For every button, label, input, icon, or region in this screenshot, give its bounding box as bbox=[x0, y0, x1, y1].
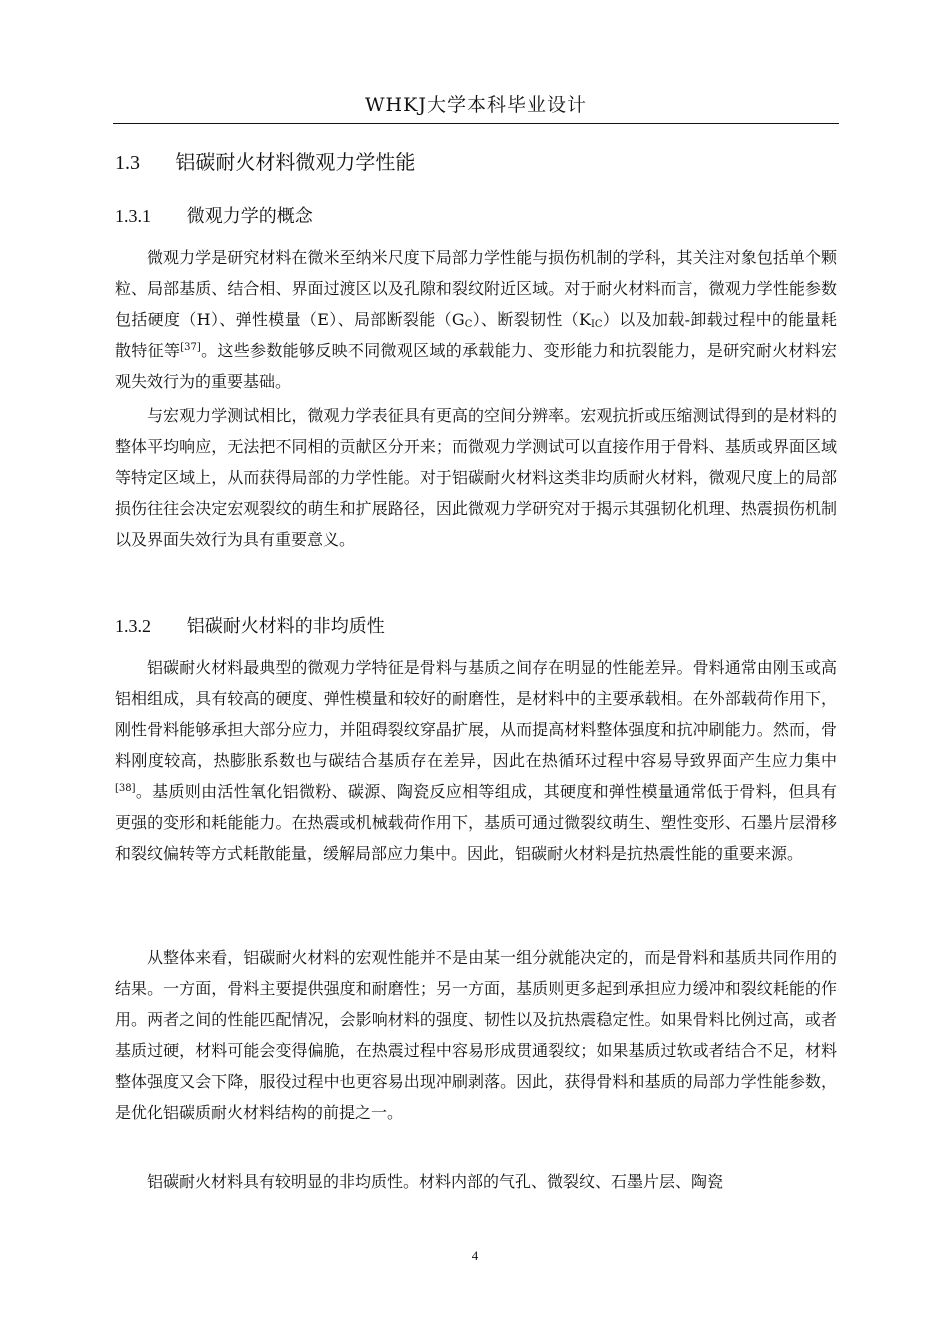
subsection-number: 1.3.2 bbox=[115, 616, 151, 636]
section-number: 1.3 bbox=[115, 152, 140, 174]
header-rule bbox=[113, 123, 839, 124]
citation: [38] bbox=[115, 783, 136, 794]
section-heading bbox=[115, 146, 415, 175]
subsection-number: 1.3.1 bbox=[115, 206, 151, 226]
paragraph: 从整体来看，铝碳耐火材料的宏观性能并不是由某一组分就能决定的，而是骨料和基质共同作用的结果。一方面，骨料主要提供强度和耐磨性；另一方面，基质则更多起到承担应力缓冲和裂纹耗能的作用。两者之间的性能匹配情况，会影响材料的强度、韧性以及抗热震稳定性。如果骨料比例过高，或者基质过硬，材料可能会变得偏脆，在热震过程中容易形成贯通裂纹；如果基质过软或者结合不足，材料整体强度又会下降，服役过程中也更容易出现冲刷剥落。因此，获得骨料和基质的局部力学性能参数，是优化铝碳质耐火材料结构的前提之一。 bbox=[115, 948, 837, 1122]
paragraph: 与宏观力学测试相比，微观力学表征具有更高的空间分辨率。宏观抗折或压缩测试得到的是材料的整体平均响应，无法把不同相的贡献区分开来；而微观力学测试可以直接作用于骨料、基质或界面区域等特定区域上，从而获得局部的力学性能。对于铝碳耐火材料这类非均质耐火材料，微观尺度上的局部损伤往往会决定宏观裂纹的萌生和扩展路径，因此微观力学研究对于揭示其强韧化机理、热震损伤机制以及界面失效行为具有重要意义。 bbox=[115, 406, 837, 549]
page-number: 4 bbox=[471, 1248, 479, 1263]
paragraph: 铝碳耐火材料具有较明显的非均质性。材料内部的气孔、微裂纹、石墨片层、陶瓷 bbox=[147, 1172, 724, 1191]
paragraph: 微观力学是研究材料在微米至纳米尺度下局部力学性能与损伤机制的学科，其关注对象包括单个颗粒、局部基质、结合相、界面过渡区以及孔隙和裂纹附近区域。对于耐火材料而言，微观力学性能参数包括硬度（H）、弹性模量（E）、局部断裂能$(G_C)$、断裂韧性$(K_{IC})$以及加载-卸载过程中的能量耗散特征等[37]。这些参数能够反映不同微观区域的承载能力、变形能力和抗裂能力，是研究耐火材料宏观失效行为的重要基础。 bbox=[115, 248, 837, 391]
paragraph: 铝碳耐火材料最典型的微观力学特征是骨料与基质之间存在明显的性能差异。骨料通常由刚玉或高铝相组成，具有较高的硬度、弹性模量和较好的耐磨性，是材料中的主要承载相。在外部载荷作用下，刚性骨料能够承担大部分应力，并阻碍裂纹穿晶扩展，从而提高材料整体强度和抗冲刷能力。然而，骨料刚度较高，热膨胀系数也与碳结合基质存在差异，因此在热循环过程中容易导致界面产生应力集中[38]。基质则由活性氧化铝微粉、碳源、陶瓷反应相等组成，其硬度和弹性模量通常低于骨料，但具有更强的变形和耗能能力。在热震或机械载荷作用下，基质可通过微裂纹萌生、塑性变形、石墨片层滑移和裂纹偏转等方式耗散能量，缓解局部应力集中。因此，铝碳耐火材料是抗热震性能的重要来源。 bbox=[115, 658, 837, 863]
subsection-heading bbox=[115, 612, 385, 638]
citation: [37] bbox=[180, 342, 201, 353]
section-title: 铝碳耐火材料微观力学性能 bbox=[175, 150, 416, 174]
subsection-heading bbox=[115, 202, 313, 228]
subsection-title: 铝碳耐火材料的非均质性 bbox=[186, 616, 385, 637]
page-header: WHKJ大学本科毕业设计 bbox=[365, 94, 587, 116]
subsection-title: 微观力学的概念 bbox=[186, 206, 313, 227]
